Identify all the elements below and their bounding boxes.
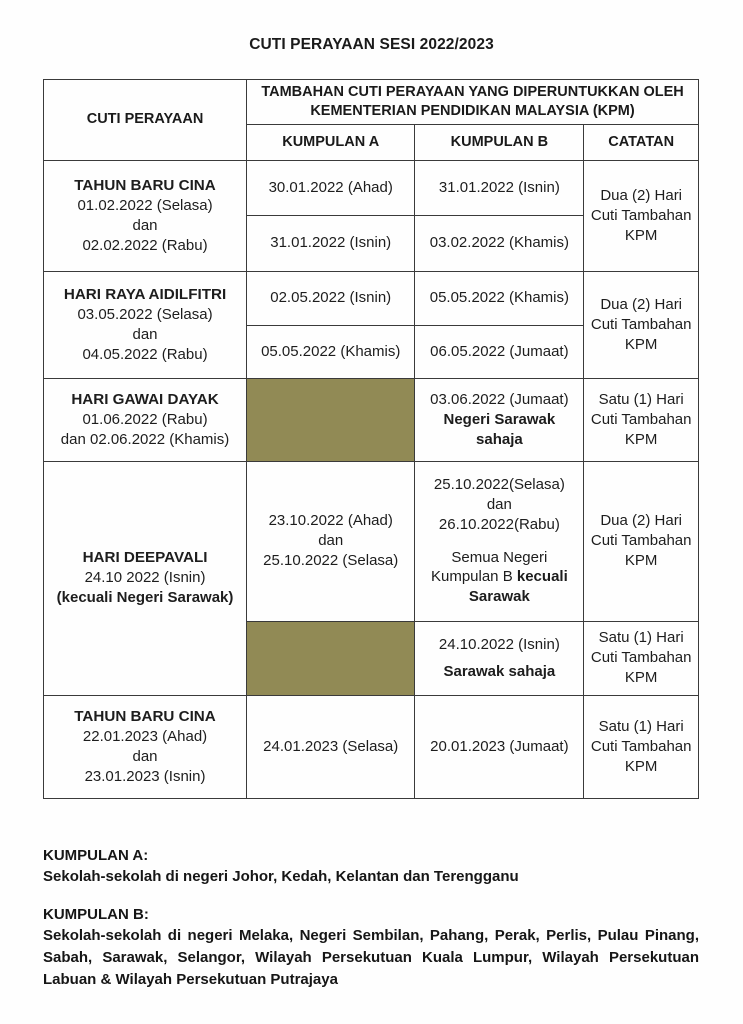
festival-name: TAHUN BARU CINA [74,176,216,194]
header-notes: CATATAN [584,124,699,160]
group-b-conjunction: dan [486,496,512,514]
row-hari-raya-aidilfitri-sub1 [44,271,699,325]
deepavali-notes-cell-2: Satu (1) Hari Cuti Tambahan KPM [584,621,699,695]
festival-date: 24.10 2022 (Isnin) [84,569,206,587]
festival-date: 01.02.2022 (Selasa) [77,197,213,215]
festival-date: dan 02.06.2022 (Khamis) [60,430,230,448]
header-group-b: KUMPULAN B [415,124,584,160]
aidilfitri-group-a-cell-1: 02.05.2022 (Isnin) [247,271,415,325]
festival-conjunction: dan [132,216,158,234]
group-b-scope: Sarawak sahaja [443,662,556,680]
group-a-date: 25.10.2022 (Selasa) [263,552,399,570]
page-title: CUTI PERAYAAN SESI 2022/2023 [249,36,494,53]
tbc2023-notes-cell: Satu (1) Hari Cuti Tambahan KPM [584,695,699,798]
aidilfitri-group-a-cell-2: 05.05.2022 (Khamis) [247,325,415,378]
group-b-scope [421,548,577,607]
group-a-conjunction: dan [318,532,344,550]
footnote-group-a-description: Sekolah-sekolah di negeri Johor, Kedah, Kelantan dan Terengganu [43,867,519,885]
row-hari-gawai-dayak [44,378,699,461]
group-b-scope: Negeri Sarawak sahaja [443,410,556,448]
tbc2023-festival-cell [44,695,247,798]
aidilfitri-festival-cell [44,271,247,378]
group-b-date: 25.10.2022(Selasa) [433,476,565,494]
tbc2022-festival-cell [44,160,247,271]
aidilfitri-group-b-cell-1: 05.05.2022 (Khamis) [415,271,584,325]
footnote-group-b-description: Sekolah-sekolah di negeri Melaka, Negeri Sembilan, Pahang, Perak, Perlis, Pulau Pinang, Sabah, Sarawak, Selangor, Wilayah Persekutuan Kuala Lumpur, Wilayah Persekutuan Labuan & Wilayah Persekutuan Putrajaya [43,927,699,988]
festival-date: 22.01.2023 (Ahad) [82,728,208,746]
group-b-scope-regular: Semua Negeri Kumpulan B [430,548,548,586]
festival-conjunction: dan [132,747,158,765]
aidilfitri-notes-cell: Dua (2) Hari Cuti Tambahan KPM [584,271,699,378]
festival-date: 23.01.2023 (Isnin) [84,767,206,785]
tbc2023-group-b-cell: 20.01.2023 (Jumaat) [415,695,584,798]
footnote-group-b-title: KUMPULAN B: [43,906,149,924]
footnote-group-b [43,904,699,990]
gawai-festival-cell [44,378,247,461]
group-b-date: 26.10.2022(Rabu) [438,515,560,533]
footnotes [43,845,699,991]
festival-scope: (kecuali Negeri Sarawak) [56,589,234,607]
header-group-a: KUMPULAN A [247,124,415,160]
tbc2023-group-a-cell: 24.01.2023 (Selasa) [247,695,415,798]
deepavali-group-a-cell-1 [247,461,415,621]
festival-name: HARI RAYA AIDILFITRI [63,285,227,303]
festival-name: HARI GAWAI DAYAK [71,390,219,408]
tbc2022-group-b-cell-2: 03.02.2022 (Khamis) [415,215,584,271]
gawai-notes-cell: Satu (1) Hari Cuti Tambahan KPM [584,378,699,461]
festival-name: TAHUN BARU CINA [74,707,216,725]
deepavali-group-b-cell-2 [415,621,584,695]
festival-date: 04.05.2022 (Rabu) [82,345,208,363]
footnote-group-a [43,845,699,888]
group-a-date: 23.10.2022 (Ahad) [268,512,393,530]
aidilfitri-group-b-cell-2: 06.05.2022 (Jumaat) [415,325,584,378]
deepavali-notes-cell-1: Dua (2) Hari Cuti Tambahan KPM [584,461,699,621]
group-b-date: 24.10.2022 (Isnin) [438,635,560,653]
tbc2022-group-a-cell-2: 31.01.2022 (Isnin) [247,215,415,271]
row-hari-deepavali-sub1 [44,461,699,621]
group-b-scope-bold: kecuali Sarawak [468,568,568,606]
tbc2022-notes-cell: Dua (2) Hari Cuti Tambahan KPM [584,160,699,271]
gawai-group-a-shaded-cell [247,378,415,461]
tbc2022-group-a-cell-1: 30.01.2022 (Ahad) [247,160,415,215]
footnote-group-a-title: KUMPULAN A: [43,846,149,864]
tbc2022-group-b-cell-1: 31.01.2022 (Isnin) [415,160,584,215]
deepavali-group-b-cell-1 [415,461,584,621]
row-tahun-baru-cina-2022-sub1 [44,160,699,215]
festival-date: 03.05.2022 (Selasa) [77,306,213,324]
festival-date: 02.02.2022 (Rabu) [82,236,208,254]
group-b-date: 03.06.2022 (Jumaat) [430,390,569,408]
deepavali-group-a-shaded-cell [247,621,415,695]
holiday-table [43,79,699,799]
header-festival-column: CUTI PERAYAAN [44,80,247,161]
deepavali-festival-cell [44,461,247,695]
festival-name: HARI DEEPAVALI [82,549,208,567]
table-header-row-top [44,80,699,125]
header-kpm-span: TAMBAHAN CUTI PERAYAAN YANG DIPERUNTUKKAN OLEH KEMENTERIAN PENDIDIKAN MALAYSIA (KPM) [247,80,699,125]
row-tahun-baru-cina-2023 [44,695,699,798]
festival-date: 01.06.2022 (Rabu) [82,410,208,428]
gawai-group-b-cell [415,378,584,461]
festival-conjunction: dan [132,325,158,343]
